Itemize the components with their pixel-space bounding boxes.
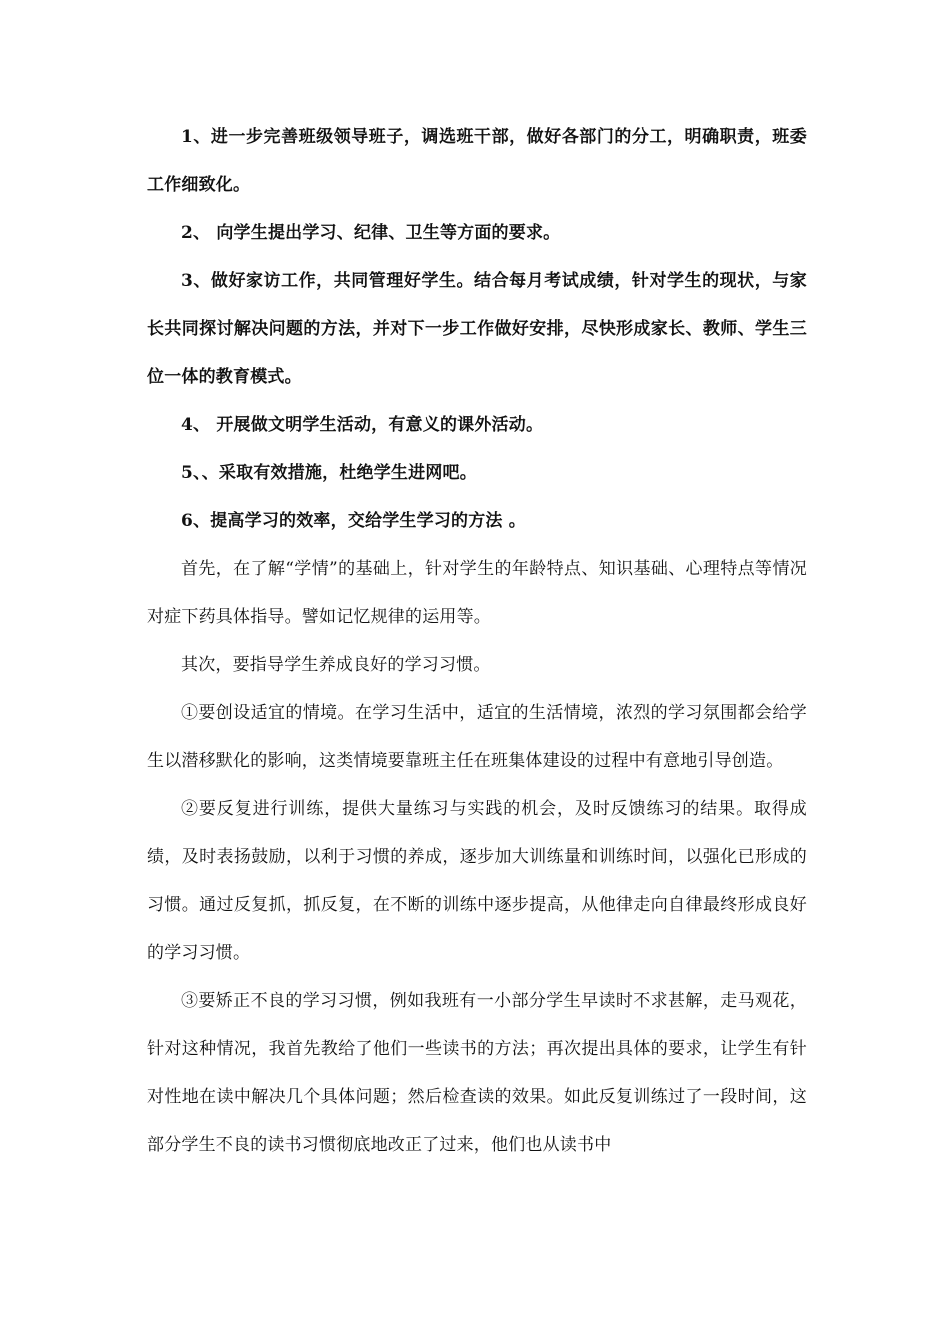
paragraph-2: 2、 向学生提出学习、纪律、卫生等方面的要求。 [181, 223, 561, 243]
paragraph-10: ②要反复进行训练，提供大量练习与实践的机会，及时反馈练习的结果。取得成绩，及时表扬鼓励，以利于习惯的养成，逐步加大训练量和训练时间，以强化已形成的习惯。通过反复抓，抓反复，在不断的训练中逐步提高，从他律走向自律最终形成良好的学习习惯。 [147, 799, 807, 963]
paragraph-4: 4、 开展做文明学生活动，有意义的课外活动。 [181, 415, 544, 435]
paragraph-6: 6、提高学习的效率，交给学生学习的方法 。 [181, 511, 526, 531]
paragraph-8: 其次，要指导学生养成良好的学习习惯。 [181, 655, 491, 675]
paragraph-5: 5、、采取有效措施，杜绝学生进网吧。 [181, 463, 477, 483]
paragraph-1: 1、进一步完善班级领导班子，调选班干部，做好各部门的分工，明确职责，班委工作细致化。 [147, 127, 807, 195]
paragraph-11: ③要矫正不良的学习习惯，例如我班有一小部分学生早读时不求甚解，走马观花，针对这种情况，我首先教给了他们一些读书的方法；再次提出具体的要求，让学生有针对性地在读中解决几个具体问题；然后检查读的效果。如此反复训练过了一段时间，这部分学生不良的读书习惯彻底地改正了过来，他们也从读书中 [147, 991, 807, 1155]
paragraph-7: 首先，在了解“学情”的基础上，针对学生的年龄特点、知识基础、心理特点等情况对症下药具体指导。譬如记忆规律的运用等。 [147, 559, 807, 627]
document-body [147, 113, 807, 1169]
paragraph-9: ①要创设适宜的情境。在学习生活中，适宜的生活情境，浓烈的学习氛围都会给学生以潜移默化的影响，这类情境要靠班主任在班集体建设的过程中有意地引导创造。 [147, 703, 807, 771]
paragraph-3: 3、做好家访工作，共同管理好学生。结合每月考试成绩，针对学生的现状，与家长共同探讨解决问题的方法，并对下一步工作做好安排，尽快形成家长、教师、学生三位一体的教育模式。 [147, 271, 807, 387]
